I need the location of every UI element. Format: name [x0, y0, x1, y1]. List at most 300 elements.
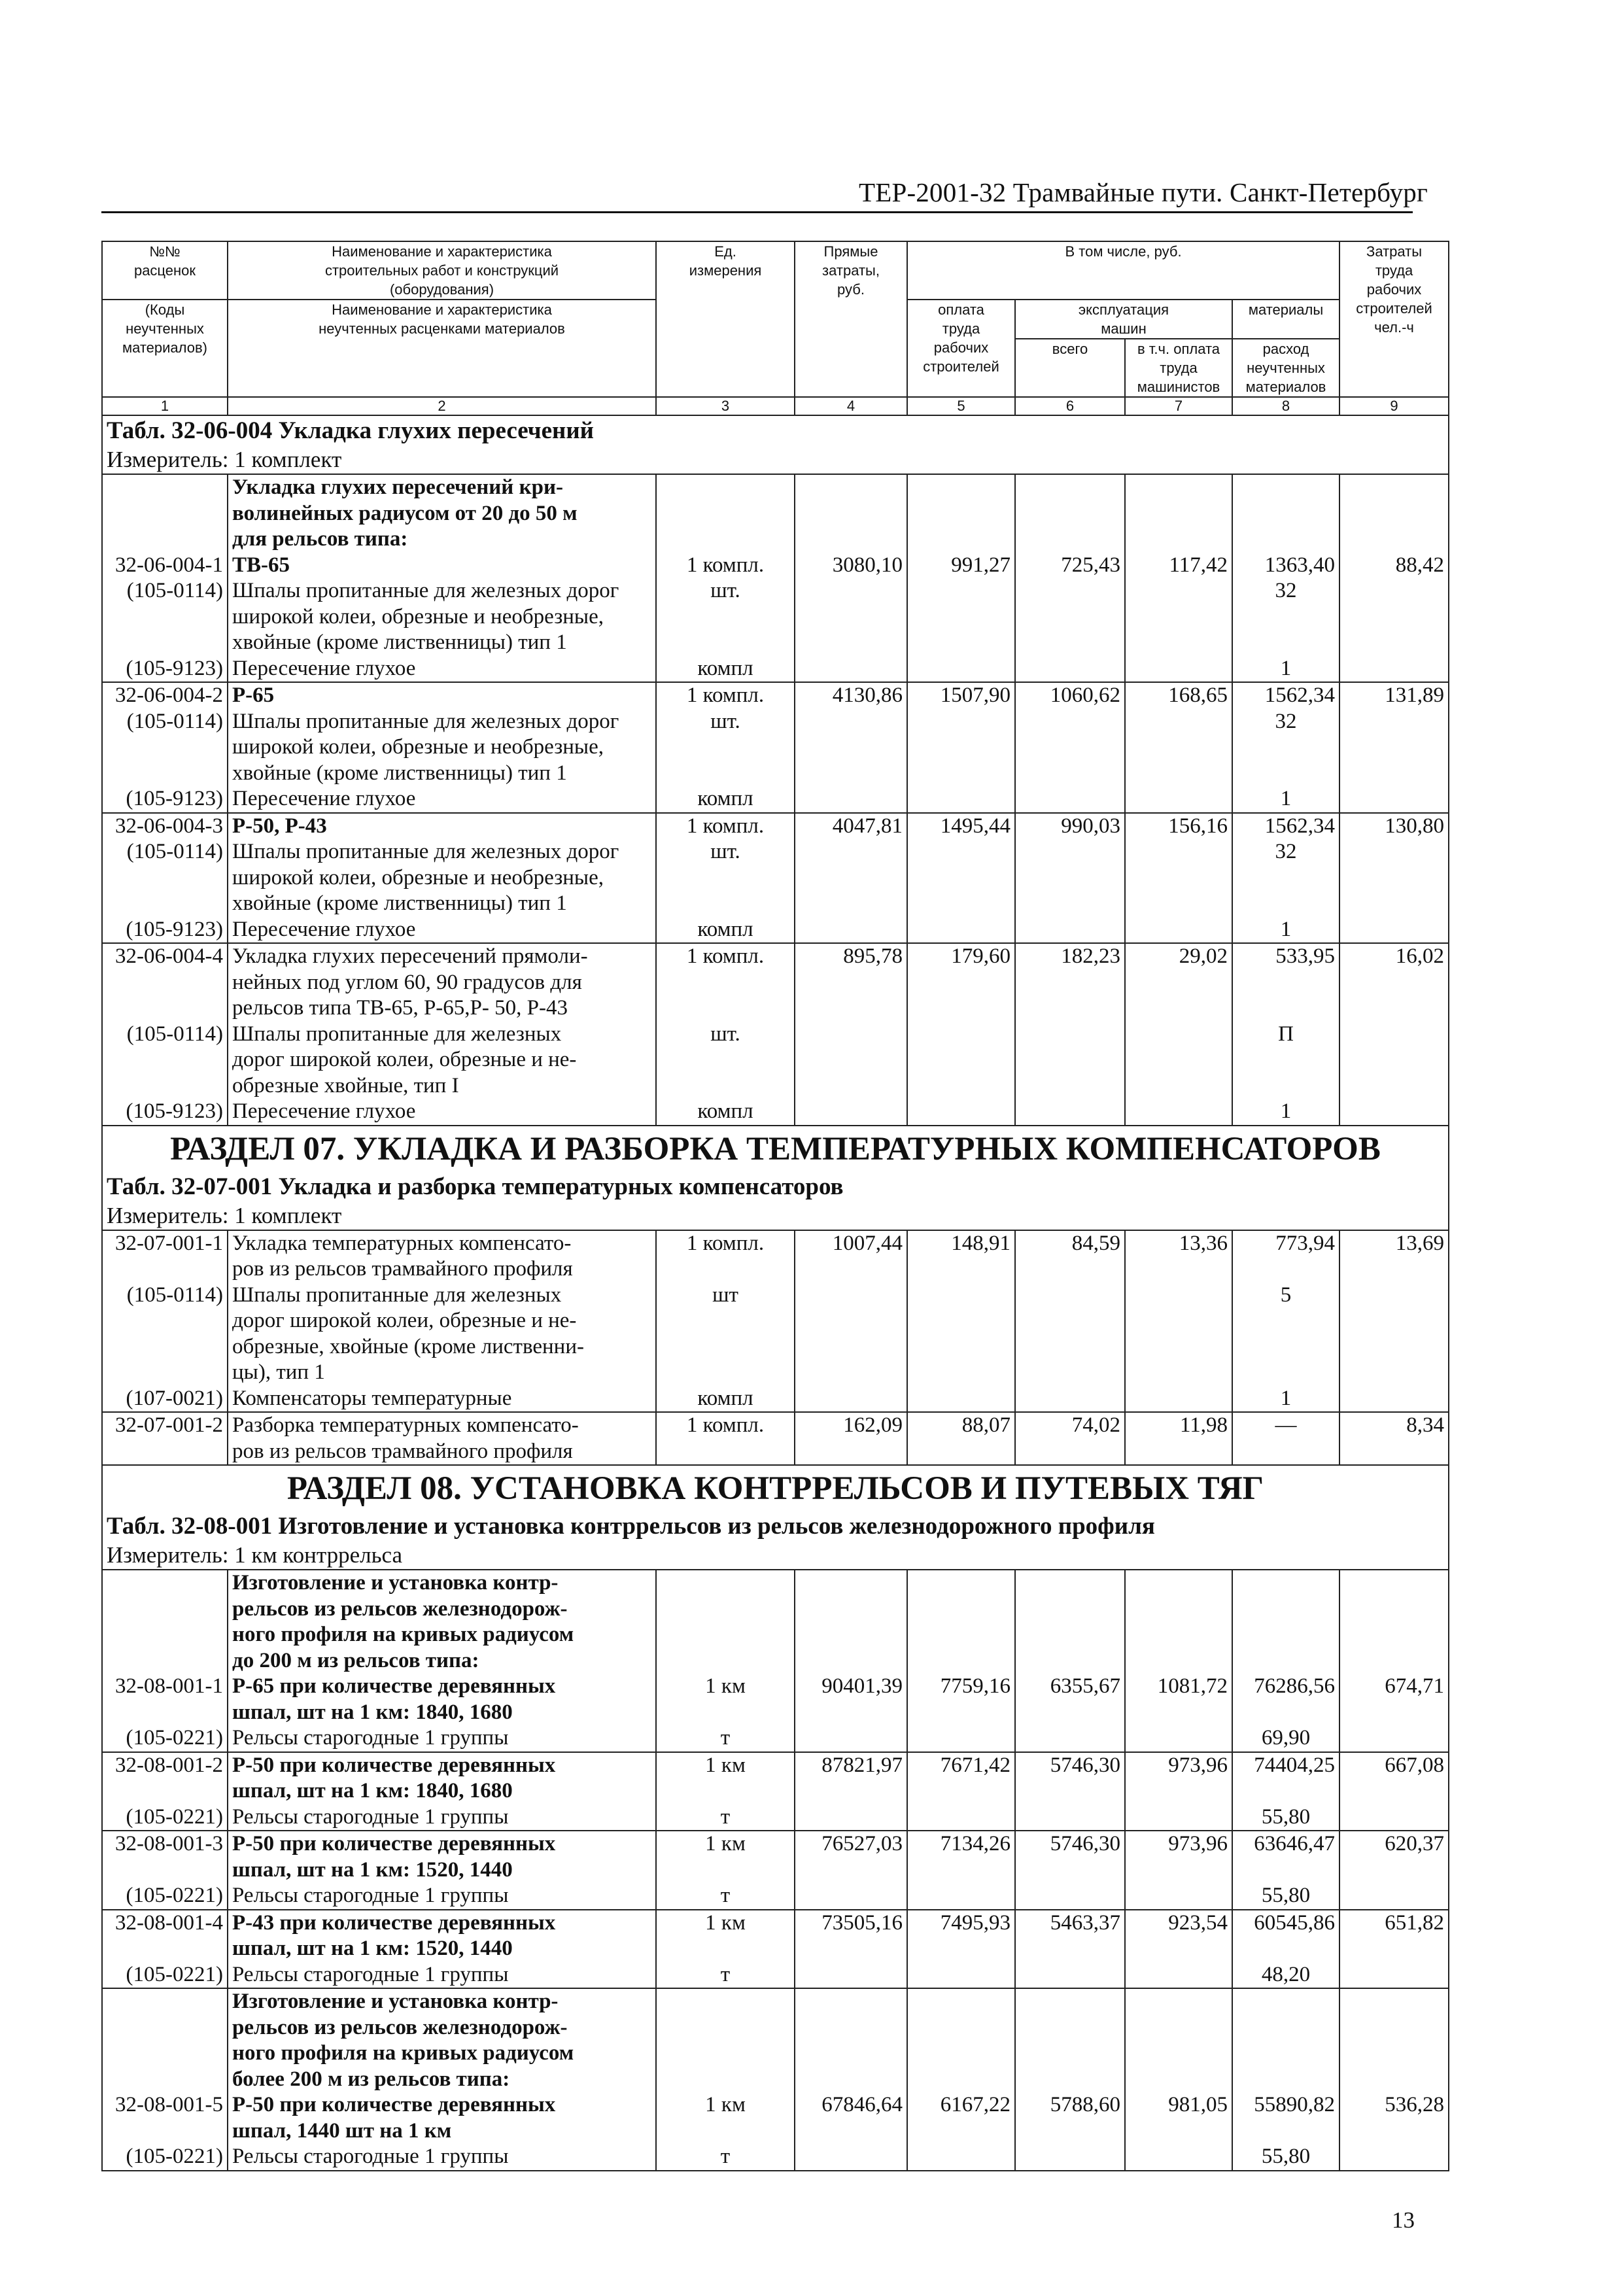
spacer-line	[1020, 970, 1120, 996]
materials-cost-cell	[1232, 474, 1339, 682]
spacer-line	[1130, 2067, 1228, 2093]
material-unit: компл	[697, 1386, 753, 1410]
header-text: №№	[149, 243, 181, 260]
materials-cost: 74404,25	[1254, 1753, 1336, 1777]
spacer-line	[1344, 2041, 1444, 2067]
spacer-line	[1344, 578, 1444, 604]
spacer-line	[1237, 1570, 1335, 1596]
direct-cost-cell	[795, 474, 907, 682]
col-group-header: В том числе, руб.	[907, 241, 1339, 300]
material-quantity: П	[1278, 1022, 1294, 1046]
spacer-line	[912, 1883, 1011, 1909]
header-text: неучтенных	[1247, 360, 1325, 376]
material-name-line: широкой колеи, обрезные и необрезные,	[232, 604, 604, 629]
spacer-line	[1344, 1283, 1444, 1309]
spacer-line	[912, 1596, 1011, 1623]
materials-cost: 1562,34	[1264, 683, 1336, 707]
spacer-line	[912, 1439, 1011, 1465]
material-code: (105-0114)	[126, 579, 223, 602]
spacer-line	[661, 734, 790, 761]
operators-cost: 156,16	[1168, 814, 1228, 838]
column-number: 5	[907, 397, 1015, 415]
table-row	[102, 943, 1449, 1126]
spacer-line	[1130, 1804, 1228, 1831]
direct-cost: 87821,97	[821, 1753, 903, 1777]
spacer-line	[1237, 891, 1335, 917]
spacer-line	[1130, 734, 1228, 761]
materials-cost: 63646,47	[1254, 1832, 1336, 1855]
spacer-line	[1344, 1596, 1444, 1623]
unit: 1 компл.	[686, 1231, 765, 1255]
spacer-line	[1130, 995, 1228, 1022]
spacer-line	[799, 2015, 903, 2041]
unit-cell	[656, 1988, 795, 2171]
table-title: Табл. 32-07-001 Укладка и разборка температурных компенсаторов	[102, 1172, 1449, 1202]
spacer-line	[1344, 709, 1444, 735]
spacer-line	[1344, 917, 1444, 943]
spacer-line	[799, 2118, 903, 2145]
spacer-line	[1237, 604, 1335, 630]
material-name-line: обрезные хвойные, тип I	[232, 1073, 459, 1097]
unit-cell	[656, 813, 795, 944]
spacer-line	[1130, 1778, 1228, 1804]
unit: 1 компл.	[686, 814, 765, 838]
labor-hours-cell	[1339, 1570, 1449, 1752]
spacer-line	[1344, 1256, 1444, 1283]
operators-cost: 117,42	[1169, 553, 1228, 577]
spacer-line	[1344, 1804, 1444, 1831]
spacer-line	[1237, 630, 1335, 656]
spacer-line	[661, 1778, 790, 1804]
operators-cost-cell	[1125, 1230, 1232, 1413]
spacer-line	[799, 1022, 903, 1048]
material-unit: шт.	[710, 709, 740, 733]
machines-cost: 74,02	[1071, 1413, 1120, 1437]
spacer-line	[1344, 1360, 1444, 1386]
material-quantity: 1	[1280, 1099, 1292, 1123]
section-title: РАЗДЕЛ 08. УСТАНОВКА КОНТРРЕЛЬСОВ И ПУТЕВЫХ ТЯГ	[102, 1465, 1449, 1511]
operators-cost-cell	[1125, 943, 1232, 1126]
spacer-line	[107, 2015, 223, 2041]
material-code: (105-0114)	[126, 709, 223, 733]
spacer-line	[912, 2067, 1011, 2093]
spacer-line	[107, 1857, 223, 1884]
material-code: (105-9123)	[126, 917, 223, 941]
spacer-line	[799, 1883, 903, 1909]
material-quantity: 48,20	[1261, 1962, 1311, 1986]
header-text: оплата	[938, 302, 984, 318]
spacer-line	[912, 1962, 1011, 1988]
spacer-line	[1237, 1308, 1335, 1334]
machines-cost-cell	[1015, 943, 1125, 1126]
spacer-line	[1237, 501, 1335, 527]
labor-cost-cell	[907, 1831, 1015, 1910]
spacer-line	[107, 2067, 223, 2093]
header-text: Ед.	[714, 243, 736, 260]
spacer-line	[661, 1047, 790, 1073]
direct-cost-cell	[795, 813, 907, 944]
material-code: (105-0221)	[126, 1884, 223, 1907]
unit: 1 км	[705, 2093, 746, 2116]
labor-hours-cell	[1339, 474, 1449, 682]
spacer-line	[799, 1308, 903, 1334]
labor-cost: 7671,42	[940, 1753, 1011, 1777]
material-name-line: хвойные (кроме лиственницы) тип 1	[232, 630, 567, 654]
col-unit-header	[656, 241, 795, 397]
material-code: (107-0021)	[126, 1386, 223, 1410]
rate-name-cell	[228, 1412, 656, 1465]
rate-name-cell	[228, 1831, 656, 1910]
spacer-line	[912, 1283, 1011, 1309]
rate-code-cell	[102, 1570, 228, 1752]
labor-cost: 1495,44	[940, 814, 1011, 838]
table-body	[102, 415, 1449, 2171]
spacer-line	[1344, 1857, 1444, 1884]
rate-code: 32-08-001-1	[115, 1674, 223, 1698]
spacer-line	[799, 1256, 903, 1283]
spacer-line	[1130, 1596, 1228, 1623]
spacer-line	[661, 995, 790, 1022]
unit: 1 км	[705, 1753, 746, 1777]
spacer-line	[661, 1439, 790, 1465]
spacer-line	[1020, 865, 1120, 891]
operators-cost: 981,05	[1168, 2093, 1228, 2116]
spacer-line	[1344, 2067, 1444, 2093]
spacer-line	[107, 501, 223, 527]
direct-cost-cell	[795, 682, 907, 813]
direct-cost: 67846,64	[821, 2093, 903, 2116]
spacer-line	[1020, 1936, 1120, 1962]
labor-cost-cell	[907, 474, 1015, 682]
spacer-line	[1344, 526, 1444, 553]
labor-cost-cell	[907, 1570, 1015, 1752]
labor-cost-cell	[907, 813, 1015, 944]
spacer-line	[1020, 578, 1120, 604]
labor-hours-cell	[1339, 1988, 1449, 2171]
spacer-line	[661, 2067, 790, 2093]
labor-cost: 6167,22	[940, 2093, 1011, 2116]
spacer-line	[1020, 1857, 1120, 1884]
spacer-line	[799, 865, 903, 891]
labor-hours: 13,69	[1395, 1231, 1445, 1255]
spacer-line	[912, 917, 1011, 943]
price-table	[101, 241, 1449, 2171]
col-code-header	[102, 241, 228, 300]
labor-hours-cell	[1339, 1831, 1449, 1910]
header-text: машинистов	[1137, 379, 1220, 395]
material-name-line: Рельсы старогодные 1 группы	[232, 2145, 509, 2168]
spacer-line	[107, 891, 223, 917]
rate-code-cell	[102, 1910, 228, 1989]
spacer-line	[912, 656, 1011, 682]
machines-cost-cell	[1015, 474, 1125, 682]
labor-hours-cell	[1339, 1230, 1449, 1413]
spacer-line	[1130, 1308, 1228, 1334]
col-name-header	[228, 241, 656, 300]
spacer-line	[1130, 1857, 1228, 1884]
header-text: рабочих	[1366, 281, 1422, 298]
column-number: 7	[1125, 397, 1232, 415]
labor-cost: 148,91	[951, 1231, 1011, 1255]
spacer-line	[107, 1073, 223, 1099]
header-text: в т.ч. оплата	[1137, 341, 1220, 357]
spacer-line	[1020, 2144, 1120, 2170]
material-unit: т	[720, 1884, 731, 1907]
spacer-line	[1344, 1648, 1444, 1674]
spacer-line	[799, 709, 903, 735]
material-quantity: 69,90	[1261, 1726, 1311, 1750]
labor-hours: 88,42	[1395, 553, 1445, 577]
machines-cost-cell	[1015, 1910, 1125, 1989]
spacer-line	[799, 2041, 903, 2067]
rate-code: 32-06-004-3	[115, 814, 223, 838]
spacer-line	[661, 2015, 790, 2041]
spacer-line	[1020, 604, 1120, 630]
spacer-line	[1020, 1778, 1120, 1804]
spacer-line	[1130, 1439, 1228, 1465]
labor-cost: 7759,16	[940, 1674, 1011, 1698]
spacer-line	[661, 526, 790, 553]
spacer-line	[1237, 2015, 1335, 2041]
spacer-line	[799, 1622, 903, 1648]
spacer-line	[1237, 526, 1335, 553]
rate-code: 32-06-004-2	[115, 683, 223, 707]
direct-cost: 4130,86	[832, 683, 903, 707]
header-text: (Коды	[145, 302, 185, 318]
machines-cost: 5746,30	[1050, 1832, 1120, 1855]
material-quantity: 5	[1280, 1283, 1292, 1307]
direct-cost: 3080,10	[832, 553, 903, 577]
material-name-line: Шпалы пропитанные для железных	[232, 1022, 562, 1046]
header-text: Наименование и характеристика	[332, 302, 552, 318]
table-row	[102, 1570, 1449, 1752]
spacer-line	[912, 2015, 1011, 2041]
operators-cost-cell	[1125, 1412, 1232, 1465]
material-name-line: Пересечение глухое	[232, 1099, 416, 1123]
header-text: машин	[1101, 320, 1147, 337]
direct-cost-cell	[795, 1230, 907, 1413]
labor-cost: 7495,93	[940, 1910, 1011, 1935]
operators-cost: 973,96	[1168, 1753, 1228, 1777]
spacer-line	[1020, 786, 1120, 812]
spacer-line	[661, 1989, 790, 2015]
spacer-line	[799, 1700, 903, 1726]
spacer-line	[1130, 839, 1228, 865]
material-quantity: 1	[1280, 656, 1292, 680]
unit-cell	[656, 474, 795, 682]
rate-code-cell	[102, 943, 228, 1126]
spacer-line	[1344, 2015, 1444, 2041]
spacer-line	[1130, 786, 1228, 812]
material-unit: шт.	[710, 579, 740, 602]
unit: 1 км	[705, 1674, 746, 1698]
spacer-line	[1344, 1047, 1444, 1073]
spacer-line	[107, 630, 223, 656]
spacer-line	[107, 475, 223, 501]
rate-title-line: Р-50, Р-43	[232, 814, 327, 838]
header-text: неучтенных	[126, 320, 204, 337]
material-quantity: 55,80	[1261, 2145, 1311, 2168]
spacer-line	[912, 475, 1011, 501]
rate-title-line: рельсов типа ТВ-65, Р-65,Р- 50, Р-43	[232, 996, 568, 1020]
rate-name-cell	[228, 1570, 656, 1752]
unit: 1 компл.	[686, 1413, 765, 1437]
spacer-line	[799, 1386, 903, 1412]
spacer-line	[1344, 1725, 1444, 1751]
machines-cost: 6355,67	[1050, 1674, 1120, 1698]
col-operators-header	[1125, 339, 1232, 397]
group-heading-line: Изготовление и установка контр-	[232, 1571, 559, 1595]
spacer-line	[1237, 1857, 1335, 1884]
spacer-line	[799, 970, 903, 996]
spacer-line	[107, 1360, 223, 1386]
spacer-line	[912, 501, 1011, 527]
spacer-line	[1020, 761, 1120, 787]
spacer-line	[1130, 1099, 1228, 1125]
spacer-line	[799, 604, 903, 630]
spacer-line	[799, 475, 903, 501]
labor-hours-cell	[1339, 813, 1449, 944]
spacer-line	[1130, 475, 1228, 501]
spacer-line	[1344, 2144, 1444, 2170]
material-name-line: дорог широкой колеи, обрезные и не-	[232, 1309, 577, 1332]
material-unit: компл	[697, 656, 753, 680]
rate-title-line: шпал, шт на 1 км: 1520, 1440	[232, 1937, 513, 1960]
spacer-line	[1237, 1360, 1335, 1386]
labor-hours: 674,71	[1385, 1674, 1445, 1698]
spacer-line	[1344, 1386, 1444, 1412]
machines-cost-cell	[1015, 1412, 1125, 1465]
header-text: чел.-ч	[1374, 319, 1414, 336]
table-row	[102, 682, 1449, 813]
spacer-line	[912, 839, 1011, 865]
rate-code-cell	[102, 813, 228, 944]
machines-cost-cell	[1015, 1752, 1125, 1831]
spacer-line	[1237, 734, 1335, 761]
spacer-line	[1344, 995, 1444, 1022]
spacer-line	[1237, 865, 1335, 891]
spacer-line	[912, 1334, 1011, 1360]
material-code: (105-9123)	[126, 787, 223, 810]
spacer-line	[661, 865, 790, 891]
spacer-line	[107, 1936, 223, 1962]
spacer-line	[107, 1700, 223, 1726]
spacer-line	[912, 1386, 1011, 1412]
spacer-line	[912, 578, 1011, 604]
rate-title-line: Укладка температурных компенсато-	[232, 1231, 572, 1255]
material-code: (105-9123)	[126, 1099, 223, 1123]
header-text: строительных работ и конструкций	[324, 262, 559, 279]
spacer-line	[1344, 1022, 1444, 1048]
rate-title-line: ров из рельсов трамвайного профиля	[232, 1439, 573, 1463]
direct-cost: 895,78	[843, 944, 903, 968]
material-quantity: 1	[1280, 917, 1292, 941]
table-row	[102, 813, 1449, 944]
spacer-line	[107, 1778, 223, 1804]
operators-cost: 29,02	[1179, 944, 1228, 968]
spacer-line	[1130, 970, 1228, 996]
spacer-line	[799, 917, 903, 943]
group-heading-line: рельсов из рельсов железнодорож-	[232, 2015, 568, 2039]
header-text: эксплуатация	[1078, 302, 1169, 318]
spacer-line	[107, 734, 223, 761]
operators-cost: 923,54	[1168, 1910, 1228, 1935]
spacer-line	[1344, 475, 1444, 501]
spacer-line	[912, 709, 1011, 735]
rate-code: 32-08-001-4	[115, 1910, 223, 1935]
header-text: руб.	[837, 281, 865, 298]
spacer-line	[912, 970, 1011, 996]
spacer-line	[1020, 1700, 1120, 1726]
column-number: 1	[102, 397, 228, 415]
operators-cost-cell	[1125, 1988, 1232, 2171]
spacer-line	[912, 1936, 1011, 1962]
spacer-line	[661, 475, 790, 501]
header-text: Наименование и характеристика	[332, 243, 552, 260]
spacer-line	[799, 1778, 903, 1804]
spacer-line	[1130, 1648, 1228, 1674]
labor-cost: 7134,26	[940, 1832, 1011, 1855]
spacer-line	[799, 1073, 903, 1099]
direct-cost-cell	[795, 943, 907, 1126]
table-title-row	[102, 415, 1449, 446]
spacer-line	[912, 1022, 1011, 1048]
labor-hours: 16,02	[1395, 944, 1445, 968]
material-unit: шт.	[710, 840, 740, 863]
labor-hours: 8,34	[1406, 1413, 1445, 1437]
material-name-line: Шпалы пропитанные для железных	[232, 1283, 562, 1307]
spacer-line	[799, 786, 903, 812]
labor-cost-cell	[907, 1910, 1015, 1989]
header-text: измерения	[689, 262, 762, 279]
material-quantity: 55,80	[1261, 1804, 1311, 1829]
labor-hours-cell	[1339, 682, 1449, 813]
table-header	[102, 241, 1449, 415]
direct-cost-cell	[795, 1570, 907, 1752]
spacer-line	[799, 1360, 903, 1386]
header-text: рабочих	[933, 339, 989, 356]
rate-title-line: Р-65	[232, 683, 275, 707]
labor-hours: 651,82	[1385, 1910, 1445, 1935]
spacer-line	[1237, 1700, 1335, 1726]
labor-hours: 667,08	[1385, 1753, 1445, 1777]
column-number-row	[102, 397, 1449, 415]
materials-cost-cell	[1232, 682, 1339, 813]
material-name-line: дорог широкой колеи, обрезные и не-	[232, 1048, 577, 1071]
operators-cost: 973,96	[1168, 1832, 1228, 1855]
labor-cost-cell	[907, 682, 1015, 813]
material-name-line: Шпалы пропитанные для железных дорог	[232, 840, 619, 863]
spacer-line	[1130, 2015, 1228, 2041]
measure-row	[102, 1542, 1449, 1570]
material-name-line: Пересечение глухое	[232, 917, 416, 941]
labor-hours-cell	[1339, 1412, 1449, 1465]
direct-cost: 76527,03	[821, 1832, 903, 1855]
direct-cost: 73505,16	[821, 1910, 903, 1935]
material-name-line: хвойные (кроме лиственницы) тип 1	[232, 891, 567, 915]
spacer-line	[1020, 1334, 1120, 1360]
operators-cost-cell	[1125, 682, 1232, 813]
spacer-line	[912, 630, 1011, 656]
spacer-line	[1130, 917, 1228, 943]
spacer-line	[1020, 1283, 1120, 1309]
machines-cost-cell	[1015, 1230, 1125, 1413]
rate-title-line: шпал, шт на 1 км: 1840, 1680	[232, 1779, 513, 1803]
header-rule	[101, 211, 1413, 213]
spacer-line	[661, 1857, 790, 1884]
unit-cell	[656, 1910, 795, 1989]
unit-cell	[656, 682, 795, 813]
